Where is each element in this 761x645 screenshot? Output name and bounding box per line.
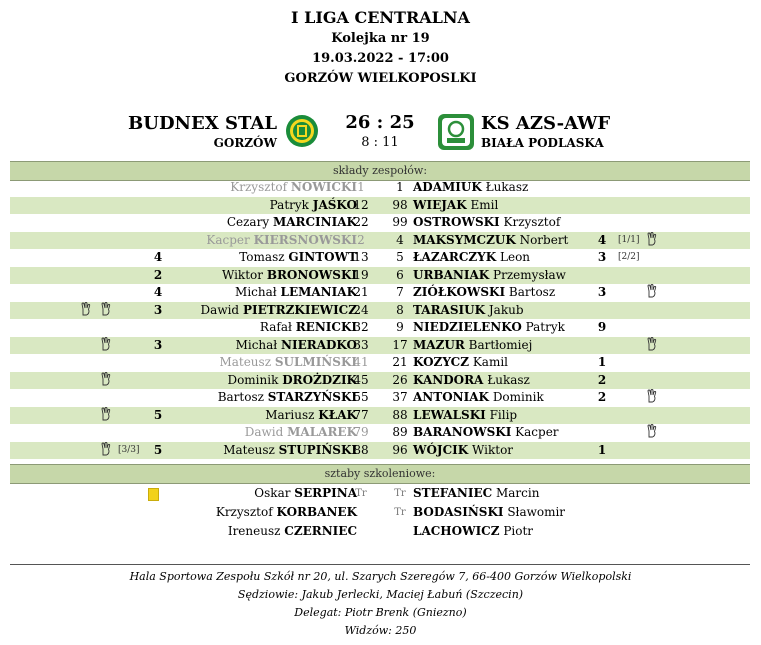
home-player-last-name: SULMIŃSKI <box>274 355 357 369</box>
away-coach-last-name: BODASIŃSKI <box>413 505 504 519</box>
lineups-header: składy zespołów: <box>10 161 750 181</box>
away-player-name <box>413 284 555 302</box>
away-player-name <box>413 232 568 250</box>
home-player-last-name: KŁAK <box>318 407 357 422</box>
away-player-number: 17 <box>392 337 408 352</box>
away-player-name <box>413 197 498 215</box>
away-player-last-name: ADAMIUK <box>413 180 482 194</box>
home-player-name <box>219 354 357 372</box>
away-team-name: KS AZS-AWF <box>481 113 611 134</box>
away-player-first-name: Emil <box>470 197 499 212</box>
table-row <box>10 214 750 232</box>
home-player-number: 2 <box>357 232 365 247</box>
round-label: Kolejka nr 19 <box>331 31 430 46</box>
lineups-table <box>10 179 750 459</box>
away-player-goals: 1 <box>597 355 607 369</box>
match-datetime: 19.03.2022 - 17:00 <box>312 51 449 66</box>
home-coach-name <box>228 522 357 541</box>
away-player-first-name: Wiktor <box>472 442 514 457</box>
halftime-score: 8 : 11 <box>361 135 399 150</box>
staff-header: sztaby szkoleniowe: <box>10 464 750 484</box>
home-team-name: BUDNEX STAL <box>128 113 277 134</box>
home-coach-last-name: CZERNIEC <box>284 524 357 538</box>
away-player-name <box>413 319 565 337</box>
away-player-goals: 9 <box>597 320 607 334</box>
home-player-number: 77 <box>353 407 369 422</box>
home-player-last-name: STUPIŃSKI <box>278 442 357 457</box>
home-coach-first-name: Krzysztof <box>215 505 273 519</box>
home-team-city: GORZÓW <box>213 136 277 150</box>
table-row <box>10 232 750 250</box>
away-coach-name <box>413 503 565 522</box>
home-player-name <box>227 214 357 232</box>
away-player-first-name: Norbert <box>519 232 569 247</box>
table-row <box>10 249 750 267</box>
delegate-text: Delegat: Piotr Brenk (Gniezno) <box>294 606 467 619</box>
away-player-first-name: Kamil <box>472 355 509 369</box>
home-player-name <box>265 407 357 425</box>
home-player-first-name: Michał <box>235 285 277 299</box>
away-player-name <box>413 179 528 197</box>
away-player-first-name: Bartosz <box>508 285 556 299</box>
away-player-last-name: ŁAZARCZYK <box>413 250 497 264</box>
away-player-number: 1 <box>396 180 404 194</box>
away-player-name <box>413 214 560 232</box>
home-player-last-name: KIERSNOWSKI <box>253 232 357 247</box>
away-player-number: 96 <box>392 442 408 457</box>
home-player-last-name: STARZYŃSKI <box>267 390 357 404</box>
home-player-number: 22 <box>353 215 369 229</box>
away-coach-first-name: Sławomir <box>507 505 566 519</box>
home-player-first-name: Tomasz <box>239 250 285 264</box>
home-player-first-name: Mateusz <box>219 355 272 369</box>
home-coach-first-name: Ireneusz <box>227 524 281 538</box>
away-player-goals: 4 <box>597 232 607 247</box>
home-player-name <box>270 197 357 215</box>
away-penalty-stat: [2/2] <box>618 252 640 262</box>
away-player-name <box>413 267 566 285</box>
away-player-goals: 3 <box>597 250 607 264</box>
away-player-number: 88 <box>392 407 408 422</box>
table-row <box>10 179 750 197</box>
away-coach-first-name: Piotr <box>503 524 534 538</box>
away-player-first-name: Leon <box>500 250 531 264</box>
home-player-name <box>235 284 357 302</box>
away-player-first-name: Przemysław <box>493 267 566 282</box>
home-player-first-name: Cezary <box>226 215 270 229</box>
home-player-last-name: RENICKI <box>295 320 357 334</box>
away-player-number: 5 <box>396 250 404 264</box>
home-player-goals: 5 <box>153 442 163 457</box>
away-coach-first-name: Marcin <box>495 486 540 500</box>
home-player-first-name: Bartosz <box>217 390 264 404</box>
staff-row <box>10 503 750 522</box>
home-player-goals: 4 <box>153 250 163 264</box>
home-player-first-name: Michał <box>235 337 278 352</box>
home-player-name <box>230 179 357 197</box>
league-title: I LIGA CENTRALNA <box>291 8 470 27</box>
away-player-first-name: Kacper <box>515 425 559 439</box>
home-coach-last-name: KORBANEK <box>276 505 357 519</box>
table-row <box>10 197 750 215</box>
home-player-first-name: Patryk <box>269 197 309 212</box>
away-coach-last-name: STEFANIEC <box>413 486 493 500</box>
home-player-last-name: JAŚKO <box>312 197 357 212</box>
home-player-goals: 3 <box>153 302 163 317</box>
home-team-logo <box>285 114 319 152</box>
home-coach-name <box>216 503 357 522</box>
home-player-last-name: MALAREK <box>287 425 357 439</box>
home-player-first-name: Mariusz <box>265 407 315 422</box>
home-player-number: 24 <box>353 302 369 317</box>
away-player-number: 99 <box>392 215 408 229</box>
away-coach-name <box>413 522 533 541</box>
home-player-goals: 2 <box>153 267 163 282</box>
home-player-number: 1 <box>357 180 365 194</box>
away-player-number: 26 <box>392 372 408 387</box>
away-player-last-name: URBANIAK <box>413 267 490 282</box>
away-player-number: 8 <box>396 302 404 317</box>
table-row <box>10 337 750 355</box>
away-player-last-name: MAZUR <box>413 337 465 352</box>
away-player-name <box>413 442 513 460</box>
away-coach-name <box>413 484 539 503</box>
home-player-goals: 3 <box>153 337 163 352</box>
table-row <box>10 442 750 460</box>
away-player-number: 37 <box>392 390 408 404</box>
table-row <box>10 407 750 425</box>
home-player-first-name: Mateusz <box>223 442 275 457</box>
away-player-last-name: MAKSYMCZUK <box>413 232 516 247</box>
home-player-number: 41 <box>353 355 369 369</box>
home-player-last-name: LEMANIAK <box>280 285 357 299</box>
away-player-number: 4 <box>396 232 404 247</box>
home-player-last-name: MARCINIAK <box>272 215 357 229</box>
home-player-last-name: GINTOWT <box>288 250 357 264</box>
away-player-last-name: BARANOWSKI <box>413 425 512 439</box>
away-player-first-name: Bartłomiej <box>468 337 533 352</box>
away-player-last-name: KOZYCZ <box>413 355 469 369</box>
home-player-first-name: Krzysztof <box>230 180 288 194</box>
home-player-name <box>223 442 357 460</box>
away-player-goals: 2 <box>597 372 607 387</box>
home-penalty-stat: [3/3] <box>118 444 140 455</box>
away-player-name <box>413 337 532 355</box>
table-row <box>10 267 750 285</box>
venue-text: Hala Sportowa Zespołu Szkół nr 20, ul. Szarych Szeregów 7, 66-400 Gorzów Wielkopolski <box>129 570 632 583</box>
away-player-goals: 3 <box>597 285 607 299</box>
away-player-last-name: ZIÓŁKOWSKI <box>413 285 506 299</box>
away-player-number: 21 <box>392 355 408 369</box>
home-player-number: 21 <box>353 285 369 299</box>
away-player-number: 9 <box>396 320 404 334</box>
home-player-first-name: Dawid <box>200 302 240 317</box>
away-coach-role: Tr <box>394 507 406 518</box>
home-player-number: 33 <box>353 337 369 352</box>
yellow-card-icon <box>148 488 159 501</box>
home-coach-role: Tr <box>355 488 367 499</box>
away-player-goals: 1 <box>597 442 607 457</box>
table-row <box>10 284 750 302</box>
home-coach-first-name: Oskar <box>254 486 291 500</box>
table-row <box>10 319 750 337</box>
home-player-number: 19 <box>353 267 369 282</box>
home-coach-last-name: SERPINA <box>294 486 357 500</box>
away-player-name <box>413 249 530 267</box>
home-player-number: 55 <box>353 390 369 404</box>
home-coach-name <box>254 484 357 503</box>
away-player-last-name: WÓJCIK <box>413 442 469 457</box>
away-coach-role: Tr <box>394 488 406 499</box>
home-player-last-name: NOWICKI <box>290 180 357 194</box>
staff-row <box>10 484 750 503</box>
two-minute-suspension-icon <box>100 442 112 462</box>
match-city: GORZÓW WIELKOPOSLKI <box>284 71 477 86</box>
referees-text: Sędziowie: Jakub Jerlecki, Maciej Łabuń (Szczecin) <box>237 588 524 601</box>
table-row <box>10 302 750 320</box>
home-player-name <box>201 302 357 320</box>
home-player-number: 79 <box>353 425 369 439</box>
away-player-name <box>413 354 508 372</box>
away-player-last-name: TARASIUK <box>413 302 486 317</box>
home-player-goals: 5 <box>153 407 163 422</box>
home-player-number: 45 <box>353 372 369 387</box>
away-player-first-name: Łukasz <box>485 180 529 194</box>
away-player-number: 6 <box>396 267 404 282</box>
home-player-name <box>239 249 357 267</box>
table-row <box>10 424 750 442</box>
attendance-text: Widzów: 250 <box>344 624 417 637</box>
away-player-name <box>413 407 517 425</box>
away-player-first-name: Łukasz <box>487 372 530 387</box>
home-player-name <box>218 389 357 407</box>
staff-row <box>10 522 750 541</box>
home-player-goals: 4 <box>153 285 163 299</box>
home-player-first-name: Wiktor <box>221 267 263 282</box>
away-player-goals: 2 <box>597 390 607 404</box>
home-player-number: 13 <box>353 250 369 264</box>
home-player-first-name: Rafał <box>259 320 292 334</box>
home-player-name <box>245 424 357 442</box>
away-player-last-name: NIEDZIELENKO <box>413 320 522 334</box>
home-player-last-name: PIETRZKIEWICZ <box>242 302 357 317</box>
home-player-first-name: Kacper <box>206 232 250 247</box>
home-player-last-name: NIERADKO <box>281 337 357 352</box>
away-player-first-name: Filip <box>489 407 518 422</box>
away-team-logo <box>437 113 475 155</box>
away-team-city: BIAŁA PODLASKA <box>481 136 604 150</box>
table-row <box>10 354 750 372</box>
home-player-last-name: DROŻDZIK <box>282 372 357 387</box>
away-player-name <box>413 372 530 390</box>
home-player-number: 12 <box>353 197 369 212</box>
away-player-name <box>413 302 524 320</box>
away-player-first-name: Dominik <box>492 390 544 404</box>
away-player-name <box>413 389 544 407</box>
home-player-name <box>260 319 357 337</box>
home-player-first-name: Dominik <box>227 372 279 387</box>
table-row <box>10 389 750 407</box>
home-player-last-name: BRONOWSKI <box>266 267 357 282</box>
home-player-name <box>236 337 357 355</box>
final-score: 26 : 25 <box>345 112 415 133</box>
away-player-last-name: KANDORA <box>413 372 484 387</box>
away-player-first-name: Jakub <box>488 302 524 317</box>
home-player-name <box>222 267 357 285</box>
away-penalty-stat: [1/1] <box>618 234 640 245</box>
home-player-name <box>206 232 357 250</box>
away-player-last-name: ANTONIAK <box>413 390 489 404</box>
away-player-last-name: LEWALSKI <box>413 407 486 422</box>
home-player-first-name: Dawid <box>244 425 284 439</box>
staff-table <box>10 484 750 541</box>
away-player-number: 7 <box>396 285 404 299</box>
away-player-last-name: WIEJAK <box>413 197 467 212</box>
away-player-last-name: OSTROWSKI <box>413 215 500 229</box>
home-player-name <box>227 372 357 390</box>
away-player-number: 89 <box>392 425 408 439</box>
away-player-number: 98 <box>392 197 408 212</box>
away-coach-last-name: LACHOWICZ <box>413 524 500 538</box>
home-player-number: 32 <box>353 320 369 334</box>
table-row <box>10 372 750 390</box>
home-player-number: 88 <box>353 442 369 457</box>
away-player-first-name: Patryk <box>525 320 565 334</box>
footer-divider <box>10 564 750 565</box>
away-player-first-name: Krzysztof <box>503 215 561 229</box>
away-player-name <box>413 424 559 442</box>
